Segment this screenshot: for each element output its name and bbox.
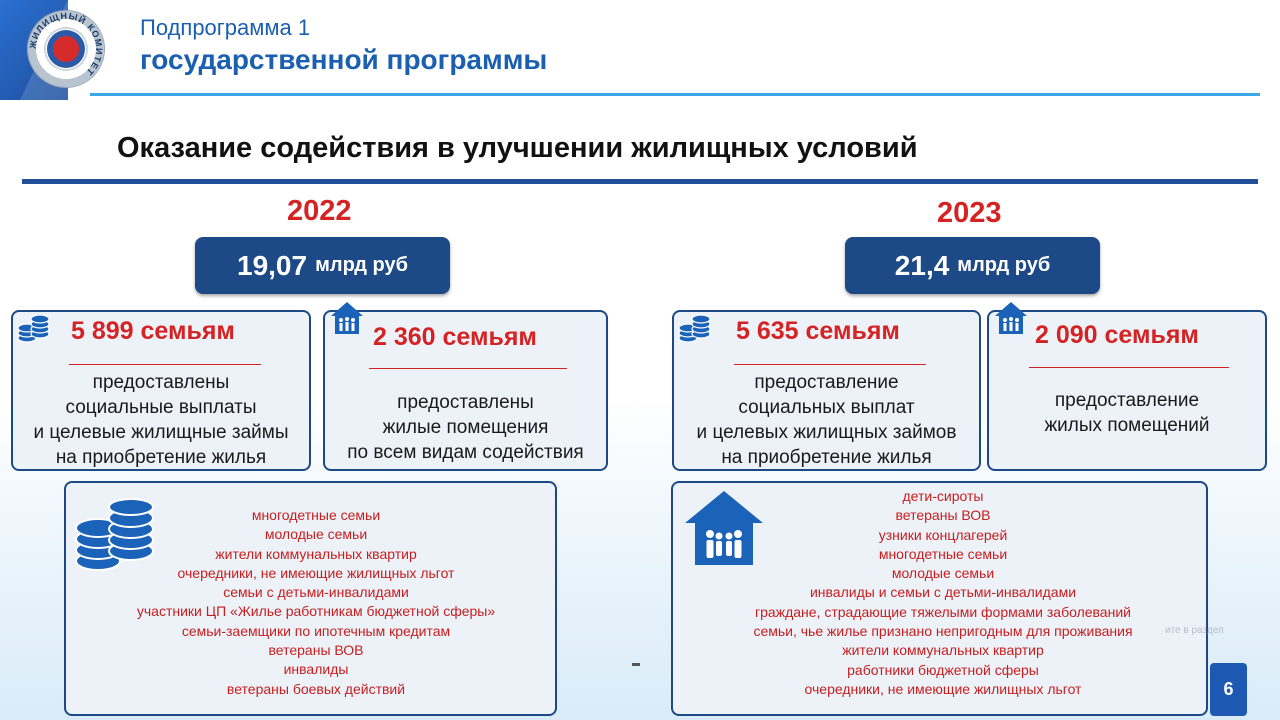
cursor-mark (632, 663, 640, 666)
coins-icon (17, 314, 51, 346)
count-underline (369, 368, 567, 369)
list-item: инвалиды и семьи с детьми-инвалидами (809, 584, 1077, 601)
card-housing-2023 (987, 310, 1267, 471)
page-number: 6 (1210, 663, 1247, 716)
logo-ring-text (28, 11, 104, 87)
budget-unit: млрд руб (315, 254, 408, 276)
card-description: предоставлены жилые помещения по всем видам содействия (347, 392, 584, 463)
list-item: очередники, не имеющие жилищных льгот (804, 680, 1082, 697)
system-overlay-text: ите в раздел (1165, 625, 1224, 636)
list-item: семьи, чье жилье признано непригодным для проживания (753, 623, 1133, 640)
list-item: граждане, страдающие тяжелыми формами заболеваний (755, 603, 1131, 620)
coins-icon (678, 314, 712, 346)
card-housing-2022 (323, 310, 608, 471)
list-item: многодетные семьи (878, 545, 1008, 562)
header-divider (90, 93, 1260, 96)
list-item: семьи с детьми-инвалидами (223, 584, 409, 601)
card-description: предоставлены социальные выплаты и целевые жилищные займы на приобретение жилья (33, 372, 289, 468)
list-item: жители коммунальных квартир (215, 545, 417, 562)
families-count: 2 360 семьям (373, 323, 537, 351)
subprogram-label: Подпрограмма 1 (140, 15, 311, 40)
list-item: ветераны боевых действий (226, 680, 406, 697)
count-underline (734, 364, 926, 365)
families-count: 2 090 семьям (1035, 321, 1199, 349)
list-item: дети-сироты (902, 488, 984, 504)
categories-2023 (671, 481, 1208, 716)
program-label: государственной программы (140, 44, 548, 75)
families-count: 5 899 семьям (71, 317, 235, 345)
beneficiary-list (713, 487, 1173, 699)
family-house-icon (993, 300, 1029, 336)
list-item: молодые семьи (891, 565, 995, 582)
budget-2023 (845, 237, 1100, 294)
list-item: узники концлагерей (878, 526, 1008, 543)
list-item: участники ЦП «Жилье работникам бюджетной сферы» (136, 603, 496, 620)
count-underline (1029, 367, 1229, 368)
budget-value: 19,07 (237, 249, 308, 281)
year-2022: 2022 (287, 195, 352, 227)
svg-text:ЖИЛИЩНЫЙ КОМИТЕТ: ЖИЛИЩНЫЙ КОМИТЕТ (28, 11, 104, 78)
count-underline (69, 364, 261, 365)
list-item: ветераны ВОВ (268, 642, 364, 659)
card-description: предоставление социальных выплат и целевых жилищных займов на приобретение жилья (696, 372, 957, 468)
list-item: инвалиды (283, 661, 349, 678)
list-item: очередники, не имеющие жилищных льгот (177, 564, 455, 581)
list-item: семьи-заемщики по ипотечным кредитам (181, 622, 451, 639)
categories-2022 (64, 481, 557, 716)
list-item: жители коммунальных квартир (842, 642, 1044, 659)
beneficiary-list (96, 506, 536, 699)
card-description: предоставление жилых помещений (1044, 390, 1210, 436)
year-2023: 2023 (937, 197, 1002, 229)
page-title: Оказание содействия в улучшении жилищных условий (117, 132, 918, 164)
card-social-payments-2022 (11, 310, 311, 471)
card-social-payments-2023 (672, 310, 981, 471)
family-house-icon (329, 300, 365, 336)
list-item: работники бюджетной сферы (847, 661, 1039, 678)
title-divider (22, 179, 1258, 184)
list-item: многодетные семьи (251, 507, 381, 523)
budget-unit: млрд руб (957, 254, 1051, 276)
budget-value: 21,4 (894, 249, 950, 281)
budget-2022 (195, 237, 450, 294)
families-count: 5 635 семьям (736, 317, 900, 345)
list-item: ветераны ВОВ (895, 507, 991, 524)
list-item: молодые семьи (264, 526, 368, 543)
